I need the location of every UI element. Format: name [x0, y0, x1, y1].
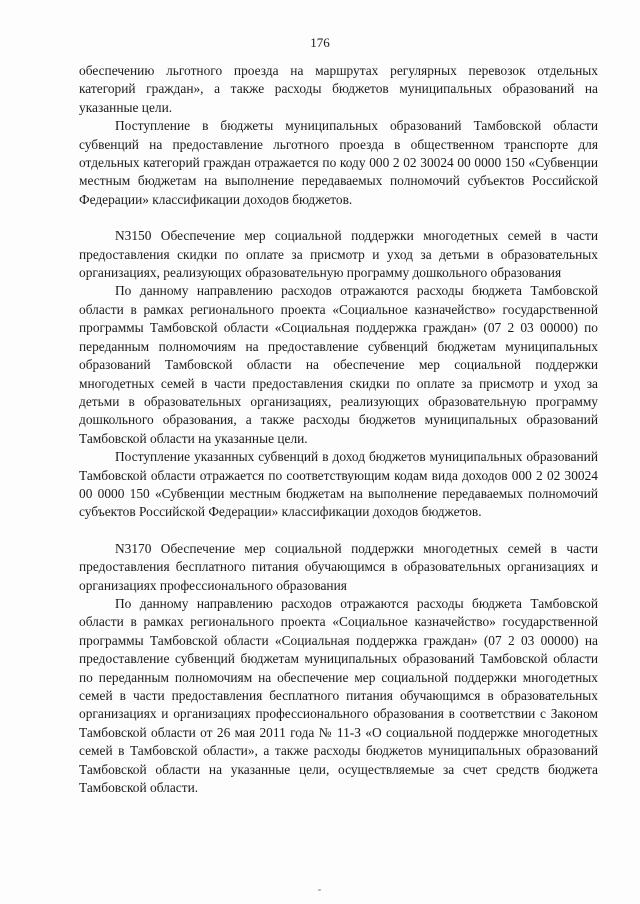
paragraph-n3150-expenses: По данному направлению расходов отражаются расходы бюджета Тамбовской области в рамках регионального проекта «Социальное казначейство» государственной программы Тамбовской области «Социальная поддержка граждан» (07 2 03 00000) по переданным полномочиям на предоставление субвенций бюджетам муниципальных образований Тамбовской области на обеспечение мер социальной поддержки многодетных семей в части предоставления скидки по оплате за присмотр и уход за детьми в образовательных организациях, реализующих образовательную программу дошкольного образования, а также расходы бюджетов муниципальных образований Тамбовской области на указанные цели.	[79, 283, 598, 446]
paragraph-continuation: обеспечению льготного проезда на маршрутах регулярных перевозок отдельных категорий граждан», а также расходы бюджетов муниципальных образований на указанные цели.	[79, 63, 598, 115]
section-heading-n3170: N3170 Обеспечение мер социальной поддержки многодетных семей в части предоставления бесплатного питания обучающимся в образовательных организациях и организациях профессионального образования	[79, 540, 598, 593]
scan-speck	[318, 889, 321, 891]
page-number: 176	[310, 35, 330, 50]
section-heading-n3150: N3150 Обеспечение мер социальной поддержки многодетных семей в части предоставления скидки по оплате за присмотр и уход за детьми в образовательных организациях, реализующих образовательную программу дошкольного образования	[79, 228, 598, 281]
paragraph-n3170-expenses: По данному направлению расходов отражаются расходы бюджета Тамбовской области в рамках регионального проекта «Социальное казначейство» государственной программы Тамбовской области «Социальная поддержка граждан» (07 2 03 00000) на предоставление субвенций бюджетам муниципальных образований Тамбовской области по переданным полномочиям на обеспечение мер социальной поддержки многодетных семей в части предоставления бесплатного питания обучающимся в образовательных организациях и организациях профессионального образования в соответствии с Законом Тамбовской области от 26 мая 2011 года № 11-З «О социальной поддержке многодетных семей в Тамбовской области», а также расходы бюджетов муниципальных образований Тамбовской области на указанные цели, осуществляемые за счет средств бюджета Тамбовской области.	[79, 595, 598, 796]
document-body	[79, 62, 598, 797]
paragraph-subventions-income: Поступление в бюджеты муниципальных образований Тамбовской области субвенций на предоставление льготного проезда в общественном транспорте для отдельных категорий граждан отражается по коду 000 2 02 30024 00 0000 150 «Субвенции местным бюджетам на выполнение передаваемых полномочий субъектов Российской Федерации» классификации доходов бюджетов.	[79, 118, 598, 207]
section-gap	[79, 522, 598, 540]
paragraph-n3150-income: Поступление указанных субвенций в доход бюджетов муниципальных образований Тамбовской области отражается по соответствующим кодам вида доходов 000 2 02 30024 00 0000 150 «Субвенции местным бюджетам на выполнение передаваемых полномочий субъектов Российской Федерации» классификации доходов бюджетов.	[79, 449, 598, 520]
section-gap	[79, 209, 598, 227]
